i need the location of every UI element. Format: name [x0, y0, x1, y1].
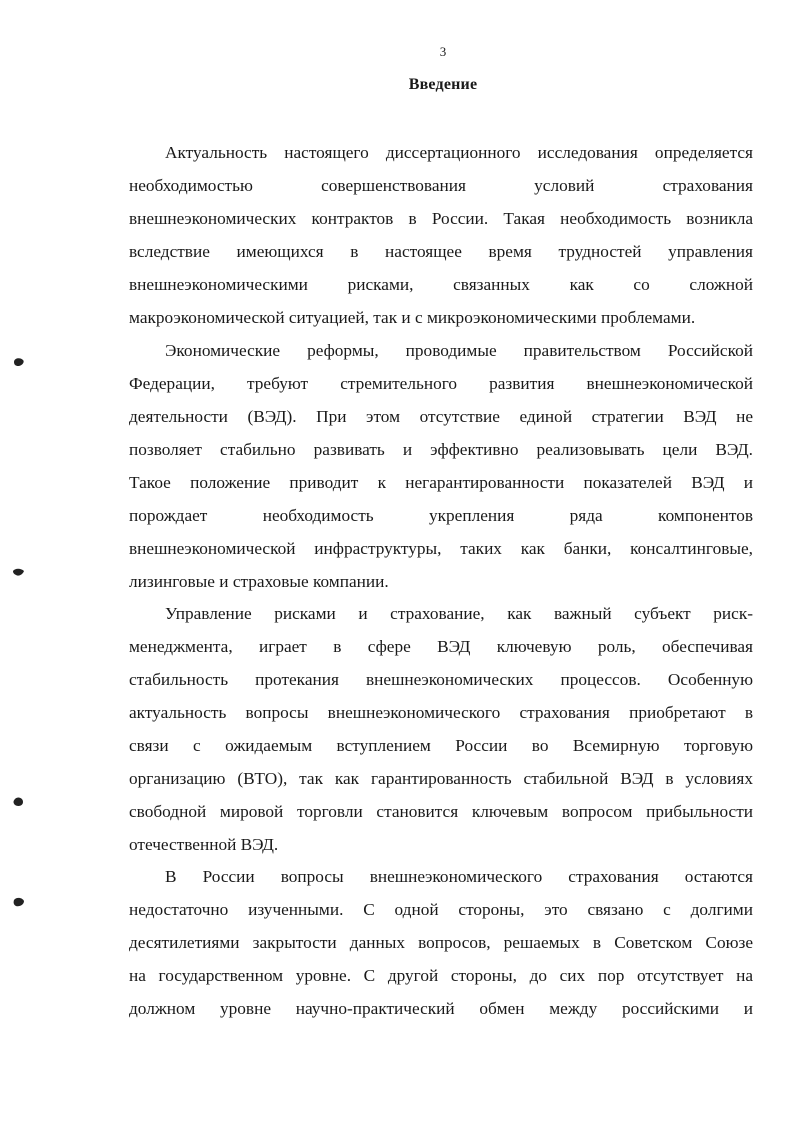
page-title: Введение: [408, 76, 478, 93]
paragraph-1: [129, 136, 753, 334]
paragraph-line: лизинговые и страховые компании.: [129, 572, 389, 591]
paragraph-line: свободной мировой торговли становится ключевым вопросом прибыльности: [129, 802, 753, 821]
page-number: 3: [439, 44, 447, 59]
binding-hole-mark-icon: [12, 566, 26, 578]
paragraph-line: Такое положение приводит к негарантированности показателей ВЭД и: [129, 473, 753, 492]
paragraph-line: внешнеэкономических контрактов в России. Такая необходимость возникла: [129, 209, 753, 228]
paragraph-line: Федерации, требуют стремительного развития внешнеэкономической: [129, 374, 753, 393]
paragraph-line: макроэкономической ситуацией, так и с микроэкономическими проблемами.: [129, 308, 696, 327]
paragraph-line: должном уровне научно-практический обмен между российскими и: [129, 999, 753, 1018]
paragraph-line: В России вопросы внешнеэкономического страхования остаются: [165, 867, 753, 886]
binding-hole-mark-icon: [12, 796, 26, 808]
paragraph-line: актуальность вопросы внешнеэкономического страхования приобретают в: [129, 703, 753, 722]
binding-hole-mark-icon: [12, 356, 26, 368]
paragraph-line: порождает необходимость укрепления ряда компонентов: [129, 506, 753, 525]
paragraph-line: стабильность протекания внешнеэкономических процессов. Особенную: [129, 670, 753, 689]
paragraph-line: связи с ожидаемым вступлением России во Всемирную торговую: [129, 736, 753, 755]
paragraph-line: внешнеэкономическими рисками, связанных как со сложной: [129, 275, 753, 294]
paragraph-2: [129, 334, 753, 598]
paragraph-line: деятельности (ВЭД). При этом отсутствие единой стратегии ВЭД не: [129, 407, 753, 426]
paragraph-line: Управление рисками и страхование, как важный субъект риск-: [165, 604, 753, 623]
paragraph-line: Актуальность настоящего диссертационного исследования определяется: [165, 143, 753, 162]
paragraph-line: организацию (ВТО), так как гарантированность стабильной ВЭД в условиях: [129, 769, 753, 788]
binding-hole-mark-icon: [12, 896, 26, 908]
paragraph-line: необходимостью совершенствования условий страхования: [129, 176, 753, 195]
paragraph-4: [129, 860, 753, 1025]
paragraph-line: десятилетиями закрытости данных вопросов, решаемых в Советском Союзе: [129, 933, 753, 952]
paragraph-line: менеджмента, играет в сфере ВЭД ключевую роль, обеспечивая: [129, 637, 753, 656]
paragraph-line: внешнеэкономической инфраструктуры, таких как банки, консалтинговые,: [129, 539, 753, 558]
paragraph-line: недостаточно изученными. С одной стороны, это связано с долгими: [129, 900, 753, 919]
paragraph-line: на государственном уровне. С другой стороны, до сих пор отсутствует на: [129, 966, 753, 985]
paragraph-line: Экономические реформы, проводимые правительством Российской: [165, 341, 753, 360]
paragraph-line: позволяет стабильно развивать и эффективно реализовывать цели ВЭД.: [129, 440, 753, 459]
paragraph-line: отечественной ВЭД.: [129, 835, 279, 854]
paragraph-3: [129, 597, 753, 861]
paragraph-line: вследствие имеющихся в настоящее время трудностей управления: [129, 242, 753, 261]
